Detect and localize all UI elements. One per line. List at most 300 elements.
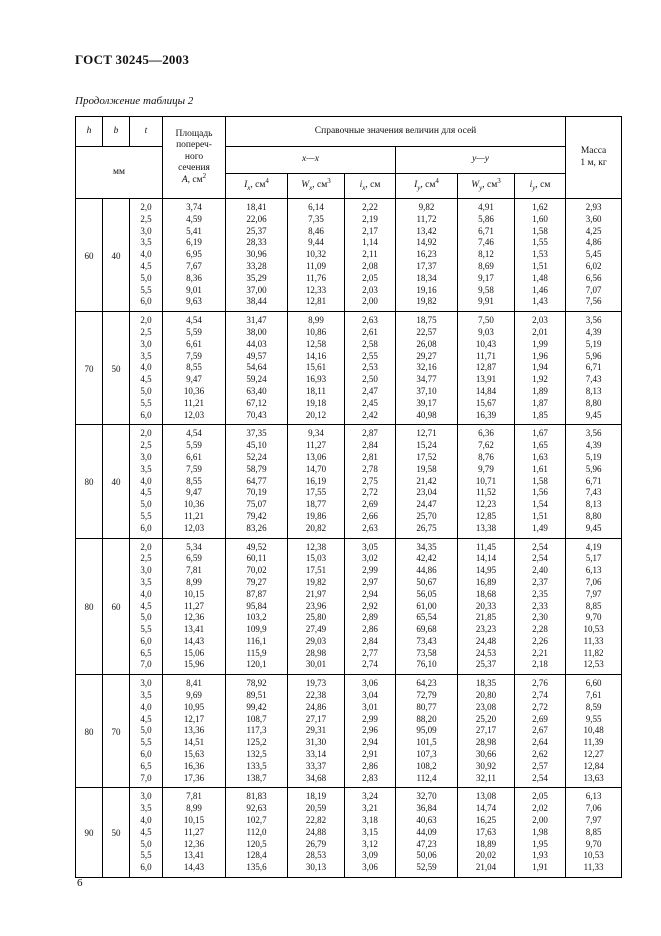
data-cell: 37,10 <box>396 386 458 398</box>
cell-h: 90 <box>76 788 103 878</box>
data-cell: 6,0 <box>130 296 163 311</box>
data-cell: 2,97 <box>345 577 396 589</box>
data-cell: 63,40 <box>226 386 288 398</box>
data-cell: 39,17 <box>396 398 458 410</box>
data-cell: 37,00 <box>226 285 288 297</box>
data-cell: 15,24 <box>396 440 458 452</box>
data-cell: 10,15 <box>163 589 226 601</box>
data-cell: 25,37 <box>458 659 515 674</box>
data-cell: 70,19 <box>226 487 288 499</box>
data-cell: 8,80 <box>566 511 622 523</box>
data-cell: 9,45 <box>566 523 622 538</box>
data-cell: 6,36 <box>458 425 515 440</box>
table-row <box>76 749 622 761</box>
data-cell: 7,81 <box>163 565 226 577</box>
data-cell: 1,51 <box>515 511 566 523</box>
table-row <box>76 398 622 410</box>
data-cell: 2,03 <box>345 285 396 297</box>
data-cell: 3,56 <box>566 312 622 327</box>
data-cell: 10,36 <box>163 386 226 398</box>
data-cell: 5,0 <box>130 839 163 851</box>
data-cell: 73,43 <box>396 636 458 648</box>
data-cell: 88,20 <box>396 714 458 726</box>
data-cell: 11,72 <box>396 214 458 226</box>
data-cell: 22,38 <box>288 690 345 702</box>
table-row <box>76 499 622 511</box>
data-cell: 10,95 <box>163 702 226 714</box>
table-row <box>76 226 622 238</box>
data-cell: 1,61 <box>515 464 566 476</box>
data-cell: 4,39 <box>566 440 622 452</box>
data-cell: 2,11 <box>345 249 396 261</box>
data-cell: 109,9 <box>226 624 288 636</box>
data-cell: 10,43 <box>458 339 515 351</box>
cell-b: 40 <box>103 425 130 538</box>
table-row <box>76 261 622 273</box>
data-cell: 9,03 <box>458 327 515 339</box>
data-cell: 2,87 <box>345 425 396 440</box>
data-cell: 2,77 <box>345 648 396 660</box>
data-cell: 2,66 <box>345 511 396 523</box>
data-cell: 30,13 <box>288 862 345 877</box>
data-cell: 19,82 <box>396 296 458 311</box>
data-cell: 3,74 <box>163 199 226 214</box>
data-cell: 12,36 <box>163 839 226 851</box>
data-cell: 2,50 <box>345 374 396 386</box>
data-cell: 87,87 <box>226 589 288 601</box>
data-cell: 3,01 <box>345 702 396 714</box>
data-cell: 14,14 <box>458 553 515 565</box>
data-cell: 24,86 <box>288 702 345 714</box>
data-cell: 6,02 <box>566 261 622 273</box>
data-cell: 19,16 <box>396 285 458 297</box>
data-cell: 2,5 <box>130 440 163 452</box>
data-cell: 9,58 <box>458 285 515 297</box>
data-cell: 2,35 <box>515 589 566 601</box>
data-cell: 10,53 <box>566 624 622 636</box>
data-cell: 5,45 <box>566 249 622 261</box>
data-cell: 8,46 <box>288 226 345 238</box>
table-row <box>76 725 622 737</box>
data-cell: 2,91 <box>345 749 396 761</box>
data-cell: 9,55 <box>566 714 622 726</box>
data-cell: 9,17 <box>458 273 515 285</box>
table-row <box>76 565 622 577</box>
data-cell: 12,87 <box>458 362 515 374</box>
data-cell: 11,82 <box>566 648 622 660</box>
data-cell: 11,21 <box>163 511 226 523</box>
area-label-line: Площадь <box>175 128 213 139</box>
data-cell: 14,16 <box>288 351 345 363</box>
data-cell: 80,77 <box>396 702 458 714</box>
data-cell: 2,64 <box>515 737 566 749</box>
data-cell: 16,25 <box>458 815 515 827</box>
data-cell: 32,11 <box>458 773 515 788</box>
data-cell: 14,70 <box>288 464 345 476</box>
col-mass <box>566 117 622 199</box>
data-cell: 11,39 <box>566 737 622 749</box>
data-cell: 18,11 <box>288 386 345 398</box>
data-cell: 11,21 <box>163 398 226 410</box>
data-cell: 23,23 <box>458 624 515 636</box>
data-cell: 35,29 <box>226 273 288 285</box>
data-cell: 6,56 <box>566 273 622 285</box>
table-row <box>76 464 622 476</box>
table-row <box>76 850 622 862</box>
data-cell: 22,06 <box>226 214 288 226</box>
data-cell: 11,27 <box>288 440 345 452</box>
data-cell: 33,28 <box>226 261 288 273</box>
data-cell: 9,34 <box>288 425 345 440</box>
table-row <box>76 237 622 249</box>
data-cell: 1,63 <box>515 452 566 464</box>
data-cell: 125,2 <box>226 737 288 749</box>
data-cell: 8,13 <box>566 499 622 511</box>
table-row <box>76 296 622 311</box>
data-cell: 8,76 <box>458 452 515 464</box>
data-cell: 16,36 <box>163 761 226 773</box>
data-cell: 2,99 <box>345 714 396 726</box>
table-row <box>76 589 622 601</box>
data-cell: 1,91 <box>515 862 566 877</box>
data-cell: 10,48 <box>566 725 622 737</box>
data-cell: 23,04 <box>396 487 458 499</box>
data-cell: 1,55 <box>515 237 566 249</box>
data-cell: 18,19 <box>288 788 345 803</box>
data-cell: 103,2 <box>226 612 288 624</box>
table-row <box>76 862 622 877</box>
data-cell: 17,55 <box>288 487 345 499</box>
data-cell: 3,5 <box>130 577 163 589</box>
data-cell: 2,01 <box>515 327 566 339</box>
data-cell: 116,1 <box>226 636 288 648</box>
data-cell: 89,51 <box>226 690 288 702</box>
table-row <box>76 362 622 374</box>
data-cell: 4,86 <box>566 237 622 249</box>
data-cell: 2,89 <box>345 612 396 624</box>
data-cell: 2,0 <box>130 425 163 440</box>
data-cell: 2,03 <box>515 312 566 327</box>
data-cell: 12,71 <box>396 425 458 440</box>
data-cell: 7,59 <box>163 351 226 363</box>
data-cell: 3,21 <box>345 803 396 815</box>
data-cell: 58,79 <box>226 464 288 476</box>
data-cell: 13,41 <box>163 850 226 862</box>
data-cell: 50,06 <box>396 850 458 862</box>
data-cell: 15,63 <box>163 749 226 761</box>
data-cell: 37,35 <box>226 425 288 440</box>
data-cell: 2,47 <box>345 386 396 398</box>
data-cell: 112,4 <box>396 773 458 788</box>
data-cell: 29,03 <box>288 636 345 648</box>
data-cell: 1,46 <box>515 285 566 297</box>
data-cell: 2,5 <box>130 327 163 339</box>
table-row <box>76 523 622 538</box>
data-cell: 101,5 <box>396 737 458 749</box>
data-cell: 75,07 <box>226 499 288 511</box>
data-cell: 18,77 <box>288 499 345 511</box>
data-cell: 5,59 <box>163 440 226 452</box>
data-cell: 3,5 <box>130 464 163 476</box>
table-row <box>76 339 622 351</box>
data-cell: 3,5 <box>130 803 163 815</box>
data-cell: 17,63 <box>458 827 515 839</box>
cell-h: 60 <box>76 199 103 312</box>
data-cell: 27,17 <box>458 725 515 737</box>
data-cell: 3,05 <box>345 538 396 553</box>
data-cell: 2,69 <box>515 714 566 726</box>
data-cell: 2,78 <box>345 464 396 476</box>
table-row <box>76 827 622 839</box>
data-cell: 1,49 <box>515 523 566 538</box>
data-cell: 19,82 <box>288 577 345 589</box>
table-row <box>76 452 622 464</box>
data-cell: 1,87 <box>515 398 566 410</box>
data-cell: 81,83 <box>226 788 288 803</box>
data-cell: 2,74 <box>345 659 396 674</box>
data-cell: 5,96 <box>566 464 622 476</box>
table-row <box>76 612 622 624</box>
data-cell: 3,15 <box>345 827 396 839</box>
data-cell: 15,67 <box>458 398 515 410</box>
data-cell: 2,84 <box>345 440 396 452</box>
data-cell: 28,53 <box>288 850 345 862</box>
data-cell: 8,59 <box>566 702 622 714</box>
data-cell: 2,26 <box>515 636 566 648</box>
data-cell: 108,7 <box>226 714 288 726</box>
data-cell: 2,28 <box>515 624 566 636</box>
cell-h: 80 <box>76 425 103 538</box>
area-label-line: попереч- <box>176 140 212 151</box>
data-cell: 8,80 <box>566 398 622 410</box>
data-cell: 14,95 <box>458 565 515 577</box>
data-cell: 9,82 <box>396 199 458 214</box>
table-caption: Продолжение таблицы 2 <box>75 95 194 107</box>
data-cell: 24,88 <box>288 827 345 839</box>
data-cell: 6,0 <box>130 862 163 877</box>
data-cell: 2,55 <box>345 351 396 363</box>
col-Wy: $W_y$, $см^3$ <box>458 174 515 199</box>
data-cell: 40,63 <box>396 815 458 827</box>
data-cell: 1,65 <box>515 440 566 452</box>
data-cell: 6,60 <box>566 675 622 690</box>
data-cell: 14,43 <box>163 862 226 877</box>
data-cell: 4,5 <box>130 487 163 499</box>
data-cell: 9,47 <box>163 487 226 499</box>
table-body <box>76 199 622 878</box>
data-cell: 2,74 <box>515 690 566 702</box>
data-cell: 15,96 <box>163 659 226 674</box>
data-cell: 95,09 <box>396 725 458 737</box>
data-cell: 2,96 <box>345 725 396 737</box>
cell-b: 70 <box>103 675 130 788</box>
data-cell: 12,53 <box>566 659 622 674</box>
data-cell: 2,18 <box>515 659 566 674</box>
data-cell: 13,41 <box>163 624 226 636</box>
data-cell: 5,59 <box>163 327 226 339</box>
data-cell: 117,3 <box>226 725 288 737</box>
data-cell: 17,37 <box>396 261 458 273</box>
data-cell: 2,84 <box>345 636 396 648</box>
data-cell: 27,17 <box>288 714 345 726</box>
table-row <box>76 659 622 674</box>
col-Ix: $I_x$, $см^4$ <box>226 174 288 199</box>
data-cell: 6,5 <box>130 648 163 660</box>
data-cell: 4,59 <box>163 214 226 226</box>
data-cell: 24,48 <box>458 636 515 648</box>
data-cell: 12,23 <box>458 499 515 511</box>
data-cell: 6,13 <box>566 565 622 577</box>
data-cell: 95,84 <box>226 601 288 613</box>
cell-b: 60 <box>103 538 130 675</box>
data-cell: 2,72 <box>345 487 396 499</box>
data-cell: 1,95 <box>515 839 566 851</box>
col-b: b <box>103 117 130 147</box>
data-cell: 4,39 <box>566 327 622 339</box>
data-cell: 3,5 <box>130 351 163 363</box>
data-cell: 5,5 <box>130 398 163 410</box>
data-cell: 120,5 <box>226 839 288 851</box>
table-row <box>76 410 622 425</box>
data-cell: 13,42 <box>396 226 458 238</box>
data-cell: 12,03 <box>163 523 226 538</box>
data-cell: 8,13 <box>566 386 622 398</box>
table-header <box>76 117 622 199</box>
data-cell: 5,0 <box>130 725 163 737</box>
data-cell: 1,99 <box>515 339 566 351</box>
data-cell: 2,99 <box>345 565 396 577</box>
data-cell: 2,69 <box>345 499 396 511</box>
data-cell: 92,63 <box>226 803 288 815</box>
data-cell: 3,5 <box>130 690 163 702</box>
data-cell: 2,83 <box>345 773 396 788</box>
data-cell: 79,42 <box>226 511 288 523</box>
data-cell: 16,93 <box>288 374 345 386</box>
data-cell: 1,14 <box>345 237 396 249</box>
data-cell: 12,36 <box>163 612 226 624</box>
data-cell: 40,98 <box>396 410 458 425</box>
data-cell: 32,70 <box>396 788 458 803</box>
data-cell: 2,0 <box>130 538 163 553</box>
data-cell: 2,54 <box>515 538 566 553</box>
area-label-line: сечения <box>178 163 210 174</box>
data-cell: 23,96 <box>288 601 345 613</box>
data-cell: 28,98 <box>288 648 345 660</box>
data-cell: 2,05 <box>515 788 566 803</box>
data-cell: 15,06 <box>163 648 226 660</box>
data-cell: 8,99 <box>163 803 226 815</box>
data-cell: 49,52 <box>226 538 288 553</box>
data-cell: 1,67 <box>515 425 566 440</box>
data-cell: 10,15 <box>163 815 226 827</box>
data-cell: 26,79 <box>288 839 345 851</box>
data-cell: 12,33 <box>288 285 345 297</box>
data-cell: 70,43 <box>226 410 288 425</box>
data-cell: 34,35 <box>396 538 458 553</box>
data-cell: 31,30 <box>288 737 345 749</box>
data-cell: 19,86 <box>288 511 345 523</box>
data-cell: 20,82 <box>288 523 345 538</box>
data-cell: 44,86 <box>396 565 458 577</box>
data-cell: 1,48 <box>515 273 566 285</box>
data-cell: 36,84 <box>396 803 458 815</box>
table-row <box>76 538 622 553</box>
data-cell: 2,63 <box>345 312 396 327</box>
data-cell: 2,54 <box>515 553 566 565</box>
data-cell: 2,5 <box>130 553 163 565</box>
data-cell: 5,0 <box>130 386 163 398</box>
data-cell: 2,22 <box>345 199 396 214</box>
data-cell: 3,04 <box>345 690 396 702</box>
data-cell: 3,09 <box>345 850 396 862</box>
data-cell: 4,54 <box>163 312 226 327</box>
data-cell: 5,34 <box>163 538 226 553</box>
data-cell: 64,77 <box>226 476 288 488</box>
data-cell: 1,58 <box>515 476 566 488</box>
data-cell: 49,57 <box>226 351 288 363</box>
data-cell: 10,53 <box>566 850 622 862</box>
data-cell: 12,85 <box>458 511 515 523</box>
data-cell: 5,0 <box>130 499 163 511</box>
data-cell: 2,33 <box>515 601 566 613</box>
data-cell: 1,51 <box>515 261 566 273</box>
data-cell: 12,27 <box>566 749 622 761</box>
data-cell: 67,12 <box>226 398 288 410</box>
data-cell: 108,2 <box>396 761 458 773</box>
data-cell: 30,92 <box>458 761 515 773</box>
col-axis-xx: x—x <box>226 147 396 174</box>
table-row <box>76 624 622 636</box>
data-cell: 8,85 <box>566 601 622 613</box>
data-cell: 2,17 <box>345 226 396 238</box>
data-cell: 13,08 <box>458 788 515 803</box>
data-cell: 1,62 <box>515 199 566 214</box>
data-cell: 9,63 <box>163 296 226 311</box>
header-row-1 <box>76 117 622 147</box>
data-cell: 21,04 <box>458 862 515 877</box>
section-properties-table <box>75 116 622 878</box>
data-cell: 17,51 <box>288 565 345 577</box>
data-cell: 61,00 <box>396 601 458 613</box>
data-cell: 24,47 <box>396 499 458 511</box>
data-cell: 4,5 <box>130 261 163 273</box>
table-row <box>76 487 622 499</box>
col-h: h <box>76 117 103 147</box>
data-cell: 2,94 <box>345 737 396 749</box>
col-reference-values: Справочные значения величин для осей <box>226 117 566 147</box>
data-cell: 52,24 <box>226 452 288 464</box>
data-cell: 19,58 <box>396 464 458 476</box>
data-cell: 1,96 <box>515 351 566 363</box>
data-cell: 6,0 <box>130 636 163 648</box>
data-cell: 7,81 <box>163 788 226 803</box>
table-row <box>76 351 622 363</box>
data-cell: 9,70 <box>566 612 622 624</box>
data-cell: 14,51 <box>163 737 226 749</box>
data-cell: 1,58 <box>515 226 566 238</box>
data-cell: 8,55 <box>163 476 226 488</box>
data-cell: 8,12 <box>458 249 515 261</box>
area-unit: , см <box>187 174 203 185</box>
data-cell: 133,5 <box>226 761 288 773</box>
data-cell: 1,43 <box>515 296 566 311</box>
data-cell: 12,03 <box>163 410 226 425</box>
data-cell: 5,19 <box>566 452 622 464</box>
data-cell: 2,58 <box>345 339 396 351</box>
data-cell: 7,06 <box>566 803 622 815</box>
data-cell: 17,36 <box>163 773 226 788</box>
data-cell: 9,69 <box>163 690 226 702</box>
